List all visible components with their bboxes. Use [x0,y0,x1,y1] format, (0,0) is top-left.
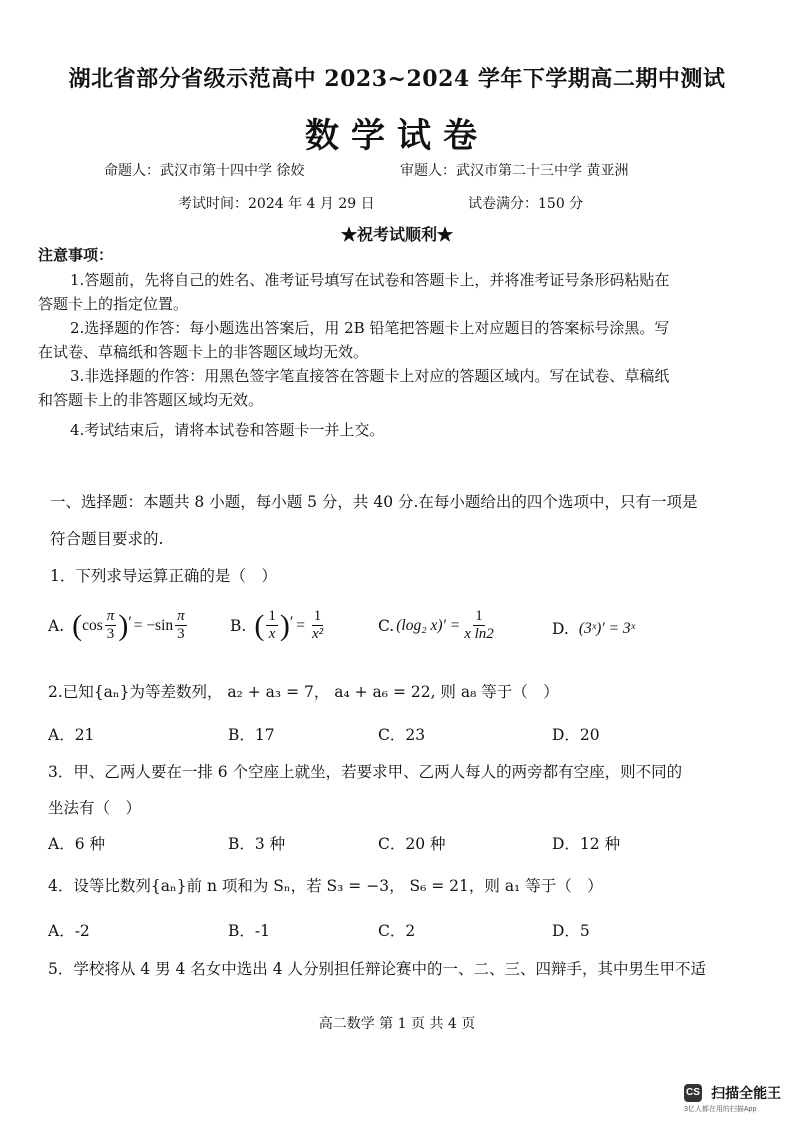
log-derivative: (log₂ x)′ = [396,616,461,634]
option-d-formula: (3ˣ)′ = 3ˣ [578,620,635,637]
question-1-stem: 1．下列求导运算正确的是（ ） [50,567,277,585]
one-over-xln2: $\frac{1}{\text{x ln2}}$ [464,608,494,642]
question-1-option-b [230,608,327,643]
notice-heading: 注意事项： [38,246,114,264]
question-4-stem: 4．设等比数列{aₙ}前 n 项和为 Sₙ，若 S₃ = −3， S₆ = 21，则 a₁ 等于（ ） [48,877,603,895]
reviewer-line: 审题人：武汉市第二十三中学 黄亚洲 [400,163,629,179]
notice-item: 4.考试结束后，请将本试卷和答题卡一并上交。 [70,421,385,439]
question-2-option-a: A．21 [48,726,95,744]
option-c-formula [396,608,498,643]
question-3-option-b: B．3 种 [228,835,286,853]
question-2-option-c: C．23 [378,726,426,744]
notice-item: 2.选择题的作答：每小题选出答案后，用 2B 铅笔把答题卡上对应题目的答案标号涂黑。写 [70,319,670,337]
one-over-x-squared: $\frac{1}{\text{x²}}$ [311,608,324,642]
notice-item: 3.非选择题的作答：用黑色签字笔直接答在答题卡上对应的答题区域内。写在试卷、草稿纸 [70,367,670,385]
question-2-option-d: D．20 [552,726,600,744]
option-a-formula: ( cos $\frac{\pi}{3}$ ) ′ = −sin $\frac{\pi}{3}$ [72,608,185,642]
cos-text: cos [82,616,103,634]
question-3-option-c: C．20 种 [378,835,446,853]
pi-over-3-rhs: $\frac{\pi}{3}$ [177,608,185,642]
good-luck-banner: ★祝考试顺利★ [340,225,453,244]
exam-title: 湖北省部分省级示范高中 2023~2024 学年下学期高二期中测试 [68,66,726,92]
notice-item: 1.答题前，先将自己的姓名、准考证号填写在试卷和答题卡上，并将准考证号条形码粘贴在 [70,271,670,289]
neg-sin-text: = −sin [133,616,174,634]
question-1-option-a [48,608,189,643]
question-4-option-b: B．-1 [228,922,270,940]
logo-text: 扫描全能王 [711,1084,782,1101]
question-3-option-d: D．12 种 [552,835,621,853]
subject-title: 数学试卷 [305,116,489,156]
question-3-stem: 3．甲、乙两人要在一排 6 个空座上就坐，若要求甲、乙两人每人的两旁都有空座，则不同的 [48,763,683,781]
notice-item: 在试卷、草稿纸和答题卡上的非答题区域均无效。 [38,343,369,361]
question-2-stem: 2.已知{aₙ}为等差数列， a₂ + a₃ = 7， a₄ + a₆ = 22, 则 a₈ 等于（ ） [48,683,559,701]
option-label: D. [552,620,569,638]
option-label: A. [48,616,65,635]
option-label: C. [378,616,395,635]
question-1-option-c [378,608,498,643]
option-label: B. [230,616,247,635]
page-footer: 高二数学 第 1 页 共 4 页 [318,1016,476,1032]
logo-subtitle: 3亿人都在用的扫描App [684,1106,757,1113]
question-4-option-a: A．-2 [48,922,90,940]
notice-item: 和答题卡上的非答题区域均无效。 [38,391,264,409]
question-2-option-b: B．17 [228,726,275,744]
pi-over-3: $\frac{\pi}{3}$ [106,608,115,642]
full-score: 试卷满分：150 分 [468,196,584,212]
question-1-option-d [552,620,635,638]
exam-time: 考试时间：2024 年 4 月 29 日 [178,196,375,212]
one-over-x: $\frac{1}{x}$ [268,608,276,642]
question-3-stem-cont: 坐法有（ ） [48,799,142,817]
camscanner-icon: CS [684,1084,702,1102]
question-4-option-d: D．5 [552,922,590,940]
scanner-logo [684,1082,781,1103]
section-heading-cont: 符合题目要求的. [50,530,164,548]
section-heading: 一、选择题：本题共 8 小题，每小题 5 分，共 40 分.在每小题给出的四个选项中，只有一项是 [50,493,698,511]
question-4-option-c: C．2 [378,922,416,940]
author-line: 命题人：武汉市第十四中学 徐姣 [104,163,305,179]
notice-item: 答题卡上的指定位置。 [38,295,189,313]
question-5-stem: 5．学校将从 4 男 4 名女中选出 4 人分别担任辩论赛中的一、二、三、四辩手，其中男生甲不适 [48,960,707,978]
question-3-option-a: A．6 种 [48,835,105,853]
option-b-formula: ( $\frac{1}{x}$ ) ′ = $\frac{1}{\text{x²}}$ [254,608,324,642]
